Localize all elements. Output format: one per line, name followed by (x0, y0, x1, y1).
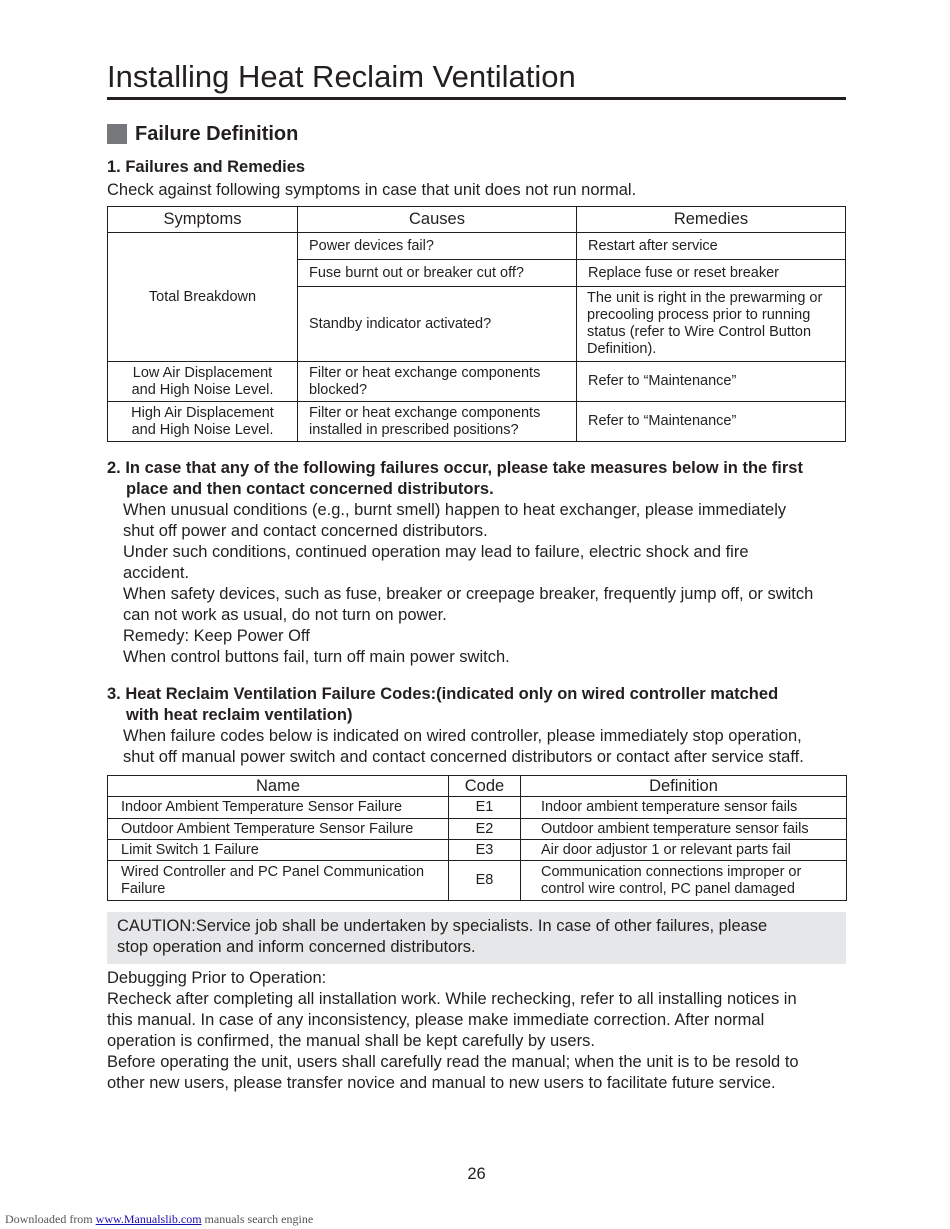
debugging-line: Recheck after completing all installation work. While rechecking, refer to all installing notices in (107, 990, 797, 1008)
caution-box (107, 912, 846, 964)
cause-line: blocked? (309, 381, 368, 398)
part2-text-line: Under such conditions, continued operation may lead to failure, electric shock and fire (123, 543, 749, 561)
failures-table (107, 206, 846, 442)
footer-link[interactable]: www.Manualslib.com (95, 1212, 202, 1226)
cause-cell: Fuse burnt out or breaker cut off? (298, 260, 577, 287)
code-cell: E2 (449, 819, 521, 840)
part3-section (107, 684, 852, 768)
definition-cell: Outdoor ambient temperature sensor fails (521, 819, 847, 840)
column-header: Symptoms (108, 207, 298, 233)
table-header-row (108, 776, 847, 797)
definition-cell (521, 861, 847, 901)
caution-line: stop operation and inform concerned distributors. (117, 938, 476, 956)
part2-heading-line: place and then contact concerned distributors. (126, 480, 494, 498)
column-header: Name (108, 776, 449, 797)
part3-heading-line: with heat reclaim ventilation) (126, 706, 353, 724)
debugging-line: this manual. In case of any inconsistency, please make immediate correction. After normal (107, 1011, 765, 1029)
cause-cell (298, 402, 577, 442)
symptom-cell: Total Breakdown (108, 233, 298, 362)
cause-line: Filter or heat exchange components (309, 404, 541, 421)
cause-cell: Power devices fail? (298, 233, 577, 260)
caution-line: CAUTION:Service job shall be undertaken by specialists. In case of other failures, please (117, 917, 768, 935)
code-cell: E1 (449, 797, 521, 819)
part2-text-line: When safety devices, such as fuse, breaker or creepage breaker, frequently jump off, or switch (123, 585, 814, 603)
cause-line: Filter or heat exchange components (309, 364, 541, 381)
table-row (108, 797, 847, 819)
section-title: Failure Definition (135, 122, 299, 145)
section-heading (107, 121, 298, 147)
table-row (108, 819, 847, 840)
symptom-line: High Air Displacement (131, 404, 274, 421)
table-row (108, 233, 846, 260)
definition-cell: Indoor ambient temperature sensor fails (521, 797, 847, 819)
failure-codes-table (107, 775, 847, 901)
part2-heading-line: 2. In case that any of the following failures occur, please take measures below in the first (107, 459, 803, 477)
part3-text-line: shut off manual power switch and contact concerned distributors or contact after service staff. (123, 748, 804, 766)
cause-cell: Standby indicator activated? (298, 287, 577, 362)
name-cell (108, 861, 449, 901)
title-rule (107, 97, 846, 100)
symptom-line: and High Noise Level. (131, 381, 274, 398)
column-header: Causes (298, 207, 577, 233)
part2-text-line: Remedy: Keep Power Off (123, 627, 310, 645)
footer-prefix: Downloaded from (5, 1212, 93, 1226)
column-header: Definition (521, 776, 847, 797)
part2-text-line: When unusual conditions (e.g., burnt smell) happen to heat exchanger, please immediately (123, 501, 787, 519)
page-title: Installing Heat Reclaim Ventilation (107, 59, 576, 94)
symptom-cell (108, 362, 298, 402)
table-row (108, 861, 847, 901)
part2-text-line: shut off power and contact concerned distributors. (123, 522, 488, 540)
part1-heading: 1. Failures and Remedies (107, 158, 306, 176)
remedy-cell: Restart after service (577, 233, 846, 260)
table-row (108, 840, 847, 861)
name-line: Failure (121, 880, 166, 897)
definition-line: Communication connections improper or (541, 863, 802, 880)
part2-text-line: accident. (123, 564, 190, 582)
symptom-line: Low Air Displacement (132, 364, 273, 381)
symptom-line: and High Noise Level. (131, 421, 274, 438)
debugging-section (107, 968, 847, 1094)
name-cell: Indoor Ambient Temperature Sensor Failure (108, 797, 449, 819)
page-number: 26 (467, 1165, 486, 1183)
part2-text-line: When control buttons fail, turn off main power switch. (123, 648, 510, 666)
table-row (108, 402, 846, 442)
column-header: Remedies (577, 207, 846, 233)
footer-suffix: manuals search engine (204, 1212, 314, 1226)
name-cell: Limit Switch 1 Failure (108, 840, 449, 861)
symptom-cell (108, 402, 298, 442)
part2-text-line: can not work as usual, do not turn on power. (123, 606, 447, 624)
remedy-cell: Refer to “Maintenance” (577, 362, 846, 402)
part3-text-line: When failure codes below is indicated on wired controller, please immediately stop operation, (123, 727, 802, 745)
debugging-title: Debugging Prior to Operation: (107, 969, 327, 987)
remedy-cell: Refer to “Maintenance” (577, 402, 846, 442)
name-cell: Outdoor Ambient Temperature Sensor Failure (108, 819, 449, 840)
footer (5, 1212, 313, 1227)
table-header-row (108, 207, 846, 233)
table-row (108, 362, 846, 402)
debugging-line: other new users, please transfer novice and manual to new users to facilitate future service. (107, 1074, 776, 1092)
remedy-cell: Replace fuse or reset breaker (577, 260, 846, 287)
cause-line: installed in prescribed positions? (309, 421, 519, 438)
code-cell: E8 (449, 861, 521, 901)
code-cell: E3 (449, 840, 521, 861)
debugging-line: operation is confirmed, the manual shall be kept carefully by users. (107, 1032, 595, 1050)
definition-line: control wire control, PC panel damaged (541, 880, 795, 897)
column-header: Code (449, 776, 521, 797)
debugging-line: Before operating the unit, users shall carefully read the manual; when the unit is to be resold to (107, 1053, 799, 1071)
definition-cell: Air door adjustor 1 or relevant parts fail (521, 840, 847, 861)
part2-section (107, 458, 852, 668)
part3-heading-line: 3. Heat Reclaim Ventilation Failure Codes:(indicated only on wired controller matched (107, 685, 779, 703)
part1-intro: Check against following symptoms in case that unit does not run normal. (107, 181, 637, 199)
section-square-icon (107, 124, 127, 144)
remedy-cell: The unit is right in the prewarming or precooling process prior to running status (refer to Wire Control Button Definition). (577, 287, 846, 362)
name-line: Wired Controller and PC Panel Communication (121, 863, 425, 880)
cause-cell (298, 362, 577, 402)
